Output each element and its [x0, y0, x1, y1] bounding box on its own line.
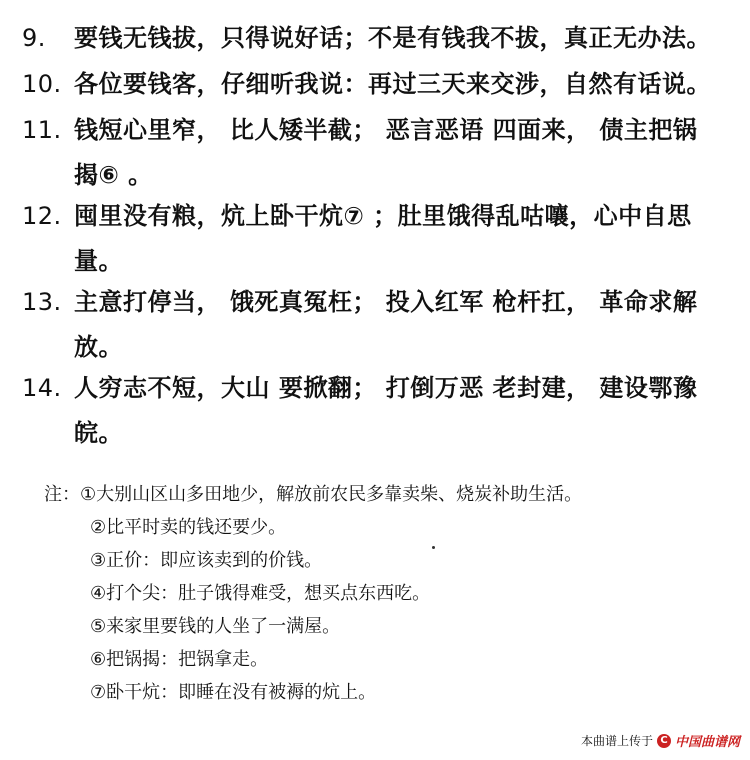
upload-footer: [581, 731, 740, 750]
verse-text: 囤里没有粮，炕上卧干炕⑦ ；肚里饿得乱咕嚷，心中自思: [74, 202, 692, 230]
verse-text: 主意打停当， 饿死真冤枉； 投入红军 枪杆扛， 革命求解: [74, 288, 698, 316]
verse-line: [22, 16, 732, 61]
verse-line: [22, 280, 732, 325]
footnote-7: ⑦卧干炕：即睡在没有被褥的炕上。: [90, 682, 377, 703]
footnote-6: ⑥把锅揭：把锅拿走。: [90, 649, 269, 670]
verse-number: 13.: [22, 288, 62, 316]
verse-text: 人穷志不短，大山 要掀翻； 打倒万恶 老封建， 建设鄂豫: [74, 374, 698, 402]
verse-line: [22, 62, 732, 107]
verse-number: 12.: [22, 202, 62, 230]
footnote-2: ②比平时卖的钱还要少。: [90, 517, 287, 538]
verse-continuation: 放。: [74, 333, 123, 361]
verse-number: 14.: [22, 374, 62, 402]
speck-mark: [432, 546, 435, 549]
verse-number: 9.: [22, 24, 46, 52]
verse-11: [22, 108, 732, 198]
verse-number: 10.: [22, 70, 62, 98]
footnotes-label: 注：: [44, 484, 80, 505]
footnote-1: [44, 478, 724, 511]
verse-text: 各位要钱客，仔细听我说：再过三天来交涉，自然有话说。: [74, 70, 711, 98]
verse-line: [22, 366, 732, 411]
verse-continuation: 皖。: [74, 419, 123, 447]
site-name: 中国曲谱网: [674, 735, 740, 750]
site-logo-icon: C: [657, 734, 671, 748]
footnote-4: ④打个尖：肚子饿得难受，想买点东西吃。: [90, 583, 431, 604]
verse-9: [22, 16, 732, 61]
verse-14: [22, 366, 732, 456]
footer-text: 本曲谱上传于: [580, 734, 653, 748]
footnote-5: ⑤来家里要钱的人坐了一满屋。: [90, 616, 341, 637]
verse-continuation: 揭⑥ 。: [74, 161, 153, 189]
verse-12: [22, 194, 732, 284]
footnote-text: ①大别山区山多田地少，解放前农民多靠卖柴、烧炭补助生活。: [80, 484, 583, 505]
verse-line: [22, 194, 732, 239]
footnote-3: ③正价：即应该卖到的价钱。: [90, 550, 323, 571]
footnotes: [44, 478, 724, 709]
verse-continuation: 量。: [74, 247, 123, 275]
verse-line: [22, 108, 732, 153]
verse-13: [22, 280, 732, 370]
verse-text: 钱短心里窄， 比人矮半截； 恶言恶语 四面来， 债主把锅: [74, 116, 698, 144]
verse-number: 11.: [22, 116, 62, 144]
verse-text: 要钱无钱拔，只得说好话；不是有钱我不拔，真正无办法。: [74, 24, 711, 52]
verse-10: [22, 62, 732, 107]
